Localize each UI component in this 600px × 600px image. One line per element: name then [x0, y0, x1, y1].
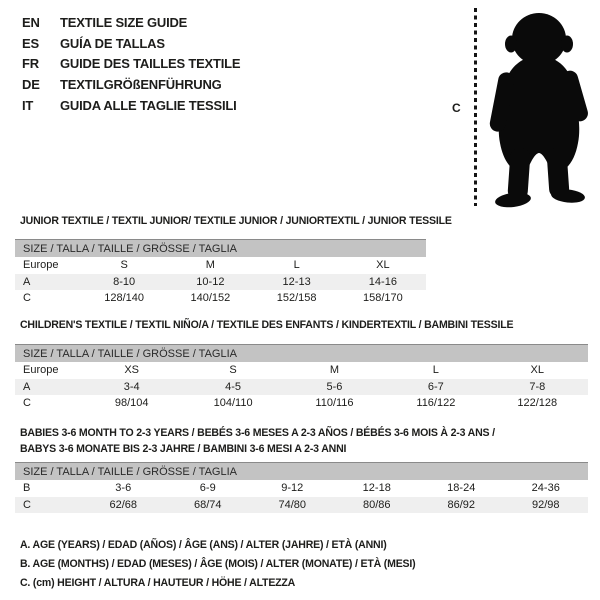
junior-size-table-wrap — [15, 239, 426, 307]
row-label: Europe — [23, 364, 59, 376]
table-cell: S — [229, 364, 237, 376]
language-row — [22, 54, 240, 75]
language-title: TEXTILE SIZE GUIDE — [60, 14, 188, 30]
table-cell: L — [432, 364, 439, 376]
table-row — [15, 362, 588, 379]
row-label: Europe — [23, 259, 59, 271]
babies-size-table-wrap — [15, 462, 588, 513]
table-cell: 24-36 — [531, 482, 560, 494]
table-cell: 6-9 — [199, 482, 216, 494]
table-row — [15, 257, 426, 274]
row-label: C — [23, 292, 31, 304]
table-cell: 110/116 — [315, 397, 354, 409]
babies-table-title-line1: BABIES 3-6 MONTH TO 2-3 YEARS / BEBÉS 3-6 MESES A 2-3 AÑOS / BÉBÉS 3-6 MOIS À 2-3 ANS / — [20, 427, 495, 439]
legend-line-a: A. AGE (YEARS) / EDAD (AÑOS) / ÂGE (ANS) / ALTER (JAHRE) / ETÀ (ANNI) — [20, 539, 387, 551]
table-cell: 14-16 — [340, 274, 426, 291]
table-cell: 116/122 — [416, 397, 456, 409]
table-cell: M — [205, 259, 215, 271]
language-title: GUIDA ALLE TAGLIE TESSILI — [60, 98, 237, 114]
table-cell: S — [120, 259, 128, 271]
table-row — [15, 395, 588, 412]
legend-line-b: B. AGE (MONTHS) / EDAD (MESES) / ÂGE (MOIS) / ALTER (MONATE) / ETÀ (MESI) — [20, 558, 416, 570]
table-cell: 152/158 — [276, 292, 317, 304]
table-cell: 12-18 — [362, 482, 391, 494]
babies-size-table — [15, 462, 588, 513]
size-header-band — [15, 463, 588, 481]
row-label: C — [15, 497, 81, 514]
size-header-band — [15, 345, 588, 363]
table-cell: 5-6 — [284, 379, 385, 396]
table-cell: 9-12 — [281, 482, 304, 494]
table-cell: XL — [376, 259, 390, 271]
toddler-silhouette-icon — [482, 6, 597, 208]
language-title-block — [22, 12, 240, 116]
table-cell: M — [329, 364, 340, 376]
language-code: ES — [22, 35, 39, 51]
size-header-label: SIZE / TALLA / TAILLE / GRÖSSE / TAGLIA — [15, 240, 426, 258]
junior-size-table — [15, 239, 426, 307]
table-cell: 74/80 — [250, 497, 335, 514]
language-code: IT — [22, 98, 34, 114]
table-cell: 18-24 — [447, 482, 476, 494]
table-cell: 86/92 — [419, 497, 504, 514]
children-size-table — [15, 344, 588, 412]
table-cell: XS — [124, 364, 140, 376]
language-title: GUIDE DES TAILLES TEXTILE — [60, 56, 241, 72]
babies-table-title — [20, 426, 495, 457]
table-cell: 80/86 — [335, 497, 420, 514]
table-cell: 98/104 — [114, 397, 149, 409]
table-cell: 7-8 — [487, 379, 588, 396]
table-row — [15, 274, 426, 291]
table-cell: 12-13 — [254, 274, 340, 291]
children-table-title: CHILDREN'S TEXTILE / TEXTIL NIÑO/A / TEXTILE DES ENFANTS / KINDERTEXTIL / BAMBINI TESSILE — [20, 319, 514, 331]
table-row — [15, 379, 588, 396]
language-title: GUÍA DE TALLAS — [60, 35, 165, 51]
legend-line-c: C. (cm) HEIGHT / ALTURA / HAUTEUR / HÖHE / ALTEZZA — [20, 577, 296, 589]
table-cell: 92/98 — [504, 497, 589, 514]
table-cell: 122/128 — [517, 397, 558, 409]
language-title: TEXTILGRÖßENFÜHRUNG — [60, 77, 222, 93]
language-code: DE — [22, 77, 40, 93]
table-cell: 10-12 — [167, 274, 253, 291]
table-cell: 6-7 — [385, 379, 486, 396]
table-cell: 8-10 — [81, 274, 167, 291]
table-cell: 62/68 — [81, 497, 166, 514]
language-code: EN — [22, 14, 40, 30]
language-row — [22, 33, 240, 54]
babies-table-title-line2: BABYS 3-6 MONATE BIS 2-3 JAHRE / BAMBINI 3-6 MESI A 2-3 ANNI — [20, 442, 347, 455]
table-row — [15, 480, 588, 497]
table-cell: 68/74 — [166, 497, 251, 514]
language-code: FR — [22, 56, 39, 72]
table-cell: 4-5 — [182, 379, 283, 396]
table-row — [15, 497, 588, 514]
legend-block — [20, 536, 415, 593]
table-row — [15, 290, 426, 307]
size-header-label: SIZE / TALLA / TAILLE / GRÖSSE / TAGLIA — [15, 463, 588, 481]
table-cell: L — [293, 259, 300, 271]
language-row — [22, 12, 240, 33]
table-cell: 158/170 — [362, 292, 403, 304]
row-label: C — [23, 397, 31, 409]
language-row — [22, 74, 240, 95]
table-cell: 140/152 — [190, 292, 231, 304]
height-measure-label: C — [452, 101, 461, 115]
table-cell: 128/140 — [104, 292, 144, 304]
height-measure-dashed-line — [474, 8, 477, 206]
table-cell: 3-4 — [81, 379, 182, 396]
table-cell: 104/110 — [213, 397, 253, 409]
row-label: A — [15, 274, 81, 291]
language-row — [22, 95, 240, 116]
size-header-label: SIZE / TALLA / TAILLE / GRÖSSE / TAGLIA — [15, 345, 588, 363]
junior-table-title: JUNIOR TEXTILE / TEXTIL JUNIOR/ TEXTILE JUNIOR / JUNIORTEXTIL / JUNIOR TESSILE — [20, 215, 452, 227]
children-size-table-wrap — [15, 344, 588, 412]
table-cell: XL — [530, 364, 545, 376]
row-label: B — [23, 482, 31, 494]
row-label: A — [15, 379, 81, 396]
size-header-band — [15, 240, 426, 258]
table-cell: 3-6 — [115, 482, 132, 494]
